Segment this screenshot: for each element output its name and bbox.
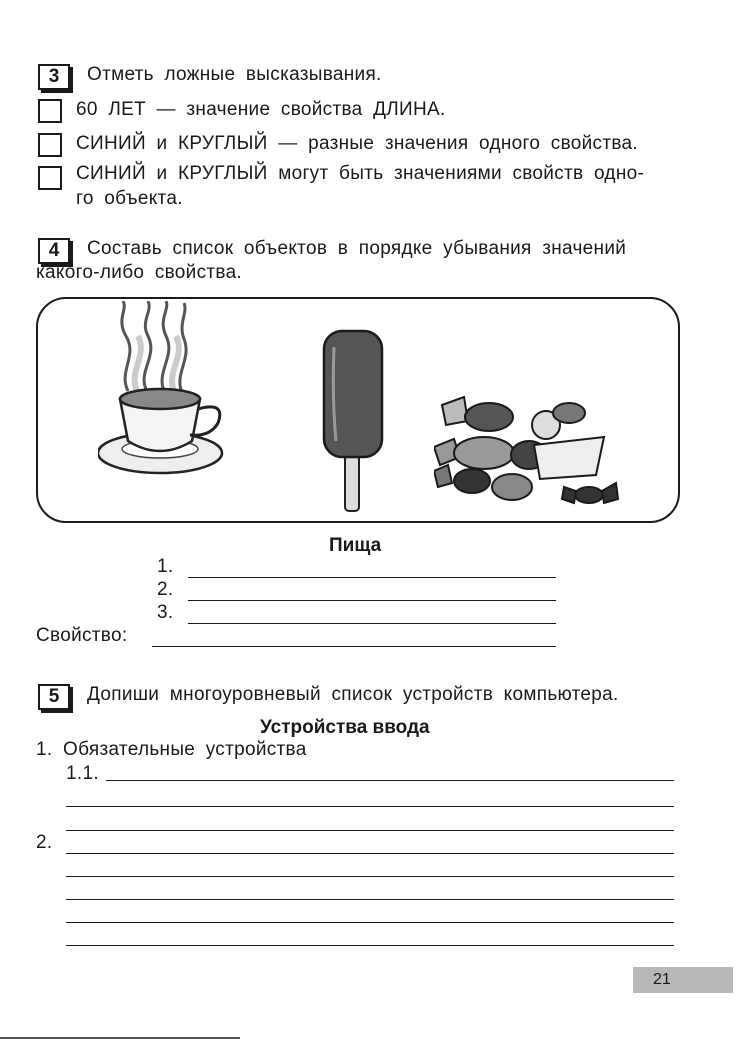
task4-title-line1: Составь список объектов в порядке убывания значений: [87, 238, 627, 259]
popsicle-image: [320, 329, 386, 513]
task4-number-box: 4: [38, 238, 70, 264]
task5-answer-line-1[interactable]: [106, 780, 674, 781]
task5-item-1-1: 1.1.: [66, 763, 99, 784]
task5-answer-line-8[interactable]: [66, 945, 674, 946]
task4-list-heading: Пища: [329, 535, 382, 556]
page-number: 21: [633, 967, 733, 993]
task5-answer-line-7[interactable]: [66, 922, 674, 923]
task5-item-1: 1. Обязательные устройства: [36, 739, 307, 760]
task5-answer-line-5[interactable]: [66, 876, 674, 877]
task4-property-answer-line[interactable]: [152, 646, 556, 647]
task4-list-item-2: 2.: [157, 579, 174, 600]
task4-answer-line-1[interactable]: [188, 577, 556, 578]
task4-answer-line-2[interactable]: [188, 600, 556, 601]
task4-title-line2: какого-либо свойства.: [36, 262, 243, 283]
task5-title: Допиши многоуровневый список устройств компьютера.: [87, 684, 619, 705]
task5-answer-line-6[interactable]: [66, 899, 674, 900]
task3-option-3: СИНИЙ и КРУГЛЫЙ могут быть значениями свойств одно-: [76, 163, 645, 184]
task5-answer-line-2[interactable]: [66, 806, 674, 807]
task5-list-heading: Устройства ввода: [260, 717, 430, 738]
images-frame: [36, 297, 680, 523]
task5-answer-line-3[interactable]: [66, 830, 674, 831]
bottom-divider: [0, 1037, 240, 1039]
task5-answer-line-4[interactable]: [66, 853, 674, 854]
candies-image: [434, 395, 624, 513]
task4-answer-line-3[interactable]: [188, 623, 556, 624]
task3-checkbox-3[interactable]: [38, 166, 62, 190]
task5-number-box: 5: [38, 684, 70, 710]
task3-option-3-continuation: го объекта.: [76, 188, 183, 209]
task3-title: Отметь ложные высказывания.: [87, 64, 382, 85]
task3-option-1: 60 ЛЕТ — значение свойства ДЛИНА.: [76, 99, 446, 120]
task4-list-item-3: 3.: [157, 602, 174, 623]
task5-item-2: 2.: [36, 832, 53, 853]
hot-tea-cup-image: [98, 301, 238, 483]
task3-checkbox-2[interactable]: [38, 133, 62, 157]
task4-property-label: Свойство:: [36, 625, 128, 646]
task4-list-item-1: 1.: [157, 556, 174, 577]
task3-checkbox-1[interactable]: [38, 99, 62, 123]
task3-number-box: 3: [38, 64, 70, 90]
task3-option-2: СИНИЙ и КРУГЛЫЙ — разные значения одного свойства.: [76, 133, 638, 154]
